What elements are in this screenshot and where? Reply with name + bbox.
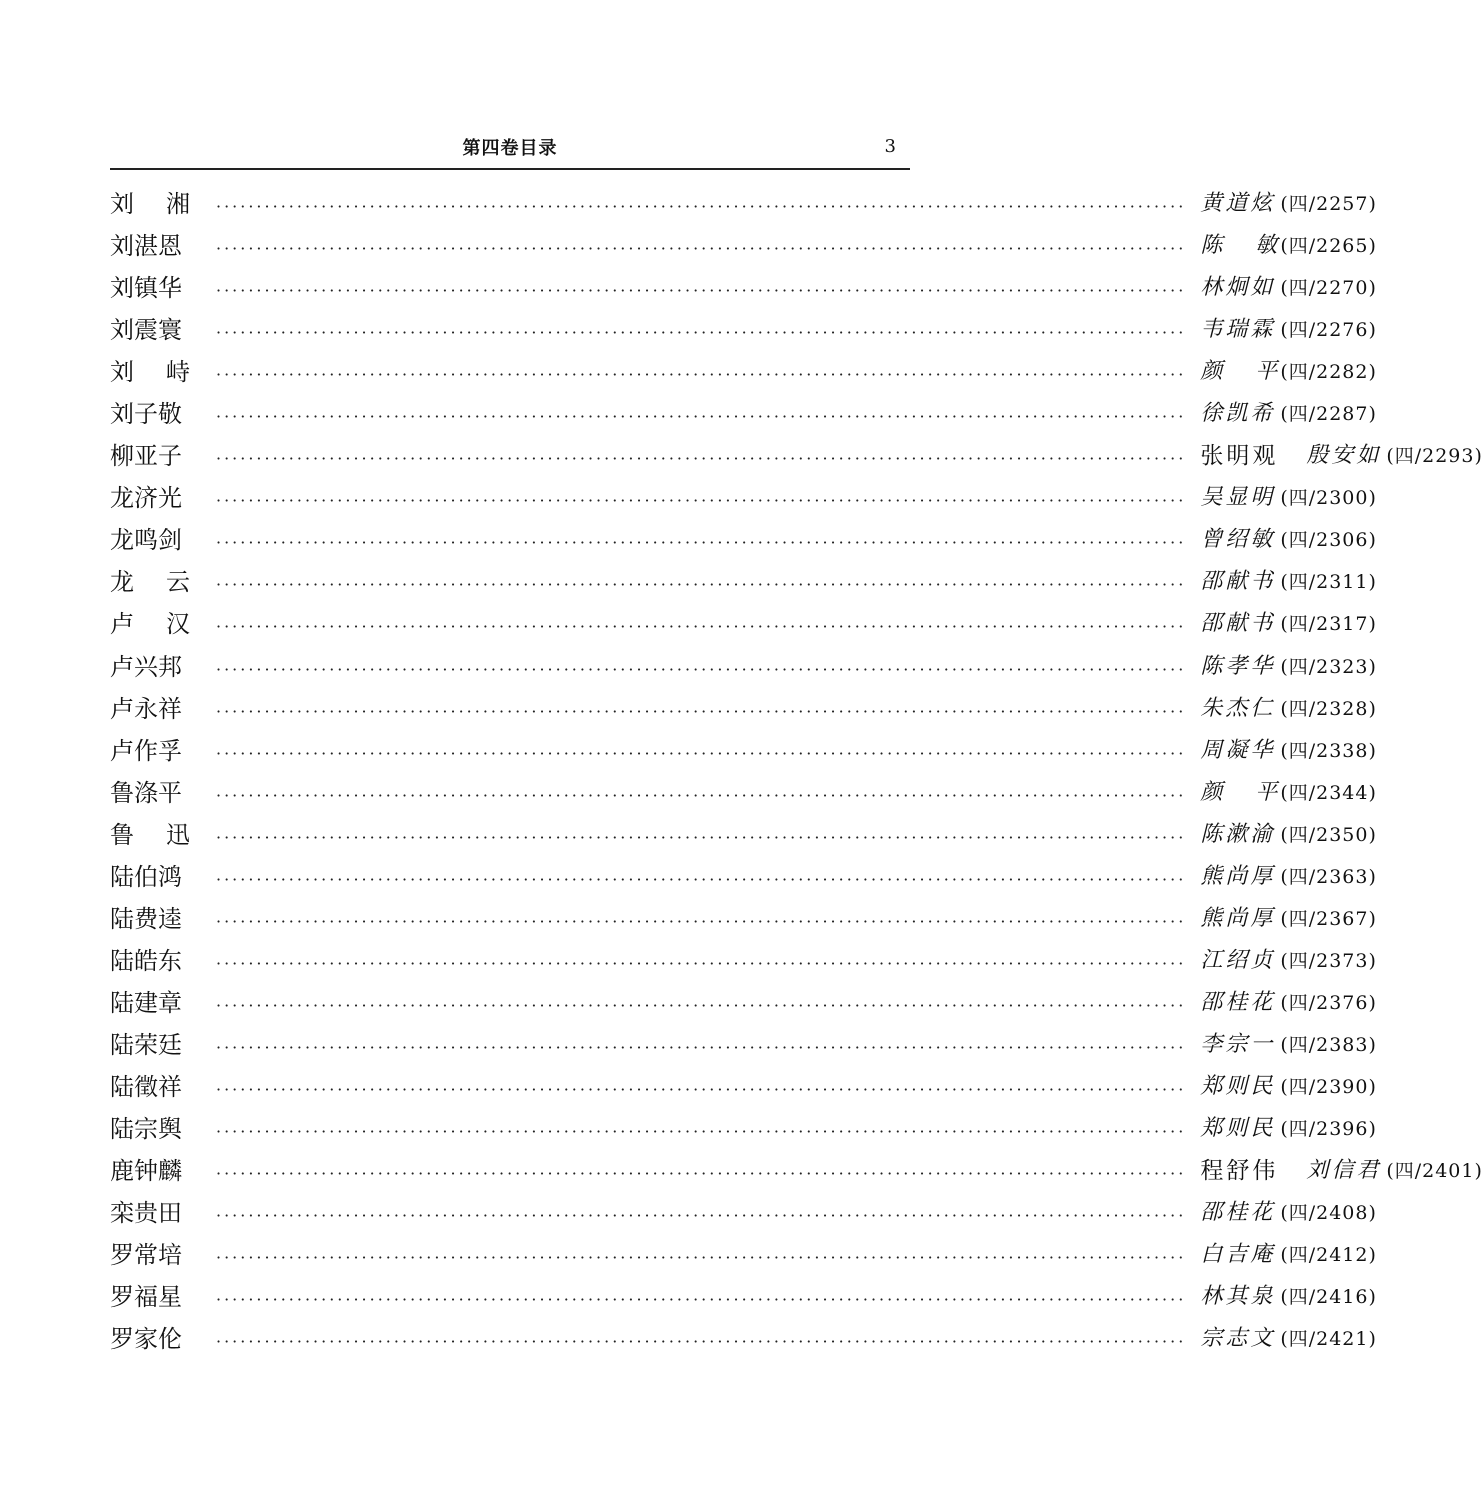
dot-leader: ························································································································ [216,1122,1187,1142]
toc-entry[interactable] [110,856,1377,898]
toc-entry[interactable] [110,267,1377,309]
toc-entry[interactable] [110,1024,1377,1066]
toc-entry[interactable] [110,730,1377,772]
toc-entry[interactable] [110,1192,1377,1234]
entry-name: 刘 峙 [110,358,190,387]
entry-author: 陈 敏 [1200,233,1281,259]
toc-entry[interactable] [110,688,1377,730]
toc-entry[interactable] [110,561,1377,603]
toc-entry[interactable] [110,225,1377,267]
entry-author: 黄道炫 [1200,191,1276,217]
entry-name: 陆建章 [110,988,182,1017]
entry-page-ref: (四/2317) [1280,613,1377,636]
entry-page-ref: (四/2408) [1280,1202,1377,1225]
dot-leader: ························································································································ [216,827,1187,847]
dot-leader: ························································································································ [216,281,1187,301]
entry-page-ref: (四/2373) [1280,949,1377,972]
entry-page-ref: (四/2265) [1280,235,1377,258]
entry-page-ref: (四/2257) [1280,193,1377,216]
toc-entry[interactable] [110,183,1377,225]
entry-page-ref: (四/2416) [1280,1286,1377,1309]
entry-page-ref: (四/2300) [1280,487,1377,510]
dot-leader: ························································································································ [216,785,1187,805]
entry-author: 邵献书 [1200,611,1276,637]
dot-leader: ························································································································ [216,701,1187,721]
entry-page-ref: (四/2367) [1280,907,1377,930]
entry-page-ref: (四/2323) [1280,655,1377,678]
entry-name: 陆荣廷 [110,1030,182,1059]
dot-leader: ························································································································ [216,323,1187,343]
entry-name: 刘震寰 [110,316,182,345]
toc-entry[interactable] [110,1234,1377,1276]
dot-leader: ························································································································ [216,995,1187,1015]
toc-entry[interactable] [110,603,1377,645]
dot-leader: ························································································································ [216,1206,1187,1226]
entry-name: 罗常培 [110,1241,182,1270]
entry-author: 陈孝华 [1200,653,1276,679]
entry-author: 曾绍敏 [1200,527,1276,553]
entry-author: 熊尚厚 [1200,905,1276,931]
toc-entry[interactable] [110,772,1377,814]
entry-name: 龙 云 [110,568,190,597]
dot-leader: ························································································································ [216,197,1187,217]
entry-page-ref: (四/2338) [1280,739,1377,762]
dot-leader: ························································································································ [216,365,1187,385]
entry-name: 柳亚子 [110,442,182,471]
dot-leader: ························································································································ [216,533,1187,553]
entry-author: 江绍贞 [1200,947,1276,973]
toc-entry[interactable] [110,351,1377,393]
toc-entry[interactable] [110,519,1377,561]
dot-leader: ························································································································ [216,1080,1187,1099]
entry-page-ref: (四/2401) [1386,1160,1483,1183]
entry-page-ref: (四/2390) [1280,1076,1377,1098]
entry-name: 龙济光 [110,484,182,513]
toc-entry[interactable] [110,1066,1377,1108]
entry-page-ref: (四/2421) [1280,1328,1377,1351]
entry-name: 卢永祥 [110,694,182,723]
entry-page-ref: (四/2306) [1280,529,1377,552]
dot-leader: ························································································································ [216,869,1187,889]
toc-entry[interactable] [110,1276,1377,1318]
entry-name: 刘子敬 [110,400,182,429]
entry-page-ref: (四/2396) [1280,1118,1377,1141]
toc-entry[interactable] [110,1318,1377,1360]
entry-name: 卢兴邦 [110,652,182,681]
dot-leader: ························································································································ [216,1037,1187,1057]
entry-name: 鲁 迅 [110,820,190,849]
dot-leader: ························································································································ [216,1248,1187,1268]
entry-name: 陆宗舆 [110,1115,182,1144]
entry-name: 陆皓东 [110,946,182,975]
entry-author: 朱杰仁 [1200,695,1276,721]
entry-page-ref: (四/2293) [1386,445,1483,468]
page-number: 3 [884,136,896,157]
entry-page-ref: (四/2383) [1280,1033,1377,1056]
entry-author: 颜 平 [1200,779,1281,805]
entry-page-ref: (四/2287) [1280,403,1377,426]
entry-name: 陆伯鸿 [110,862,182,891]
entry-name: 陆徵祥 [110,1073,182,1101]
entry-page-ref: (四/2363) [1280,865,1377,888]
entry-author: 邵桂花 [1200,989,1276,1015]
entry-name: 陆费逵 [110,904,182,933]
header-title: 第四卷目录 [462,138,558,159]
entry-name: 刘 湘 [110,190,190,219]
page-header [110,132,910,170]
entry-name: 罗家伦 [110,1325,182,1354]
entry-name: 刘湛恩 [110,232,182,261]
entry-author: 邵桂花 [1200,1200,1276,1226]
entry-name: 鲁涤平 [110,778,182,807]
entry-page-ref: (四/2270) [1280,277,1377,300]
entry-name: 卢 汉 [110,610,190,639]
dot-leader: ························································································································ [216,407,1187,427]
entry-page-ref: (四/2344) [1280,781,1377,804]
toc-entry[interactable] [110,940,1377,982]
dot-leader: ························································································································ [216,575,1187,595]
toc-entry[interactable] [110,1150,1483,1192]
toc-entry[interactable] [110,646,1377,688]
entry-page-ref: (四/2350) [1280,823,1377,846]
toc-entry[interactable] [110,393,1377,435]
entry-author: 林炯如 [1200,275,1276,301]
dot-leader: ························································································································ [216,659,1187,679]
dot-leader: ························································································································ [216,449,1187,469]
dot-leader: ························································································································ [216,239,1187,259]
entry-author: 郑则民 [1200,1074,1276,1099]
dot-leader: ························································································································ [216,617,1187,637]
entry-page-ref: (四/2311) [1280,571,1377,594]
entry-author: 邵献书 [1200,569,1276,595]
toc-entry[interactable] [110,982,1377,1024]
entry-author: 白吉庵 [1200,1242,1276,1268]
dot-leader: ························································································································ [216,1290,1187,1310]
entry-name: 卢作孚 [110,736,182,765]
entry-author: 殷安如 [1306,443,1382,469]
toc-entry[interactable] [110,309,1377,351]
entry-coauthor: 张明观 [1200,443,1279,470]
entry-author: 周凝华 [1200,737,1276,763]
entry-page-ref: (四/2282) [1280,361,1377,384]
dot-leader: ························································································································ [216,953,1187,973]
entry-author: 熊尚厚 [1200,863,1276,889]
entry-author: 颜 平 [1200,359,1281,385]
entry-name: 罗福星 [110,1283,182,1312]
entry-page-ref: (四/2328) [1280,697,1377,720]
dot-leader: ························································································································ [216,491,1187,511]
entry-page-ref: (四/2276) [1280,319,1377,342]
entry-author: 郑则民 [1200,1116,1276,1142]
entry-name: 刘镇华 [110,274,182,303]
table-of-contents [110,183,1483,1360]
entry-page-ref: (四/2376) [1280,991,1377,1014]
toc-entry[interactable] [110,898,1377,940]
dot-leader: ························································································································ [216,1164,1187,1184]
toc-entry[interactable] [110,477,1377,519]
dot-leader: ························································································································ [216,743,1187,763]
entry-author: 韦瑞霖 [1200,317,1276,343]
entry-author: 陈漱渝 [1200,821,1276,847]
entry-name: 龙鸣剑 [110,526,182,555]
toc-entry[interactable] [110,814,1377,856]
entry-coauthor: 程舒伟 [1200,1158,1279,1185]
entry-author: 刘信君 [1306,1158,1382,1184]
toc-entry[interactable] [110,435,1483,477]
entry-page-ref: (四/2412) [1280,1244,1377,1267]
dot-leader: ························································································································ [216,911,1187,931]
entry-author: 徐凯希 [1200,401,1276,427]
entry-name: 鹿钟麟 [110,1157,182,1186]
entry-author: 林其泉 [1200,1284,1276,1310]
entry-name: 栾贵田 [110,1199,182,1228]
entry-author: 宗志文 [1200,1326,1276,1352]
entry-author: 吴显明 [1200,485,1276,511]
dot-leader: ························································································································ [216,1332,1187,1352]
entry-author: 李宗一 [1200,1031,1276,1057]
toc-entry[interactable] [110,1108,1377,1150]
